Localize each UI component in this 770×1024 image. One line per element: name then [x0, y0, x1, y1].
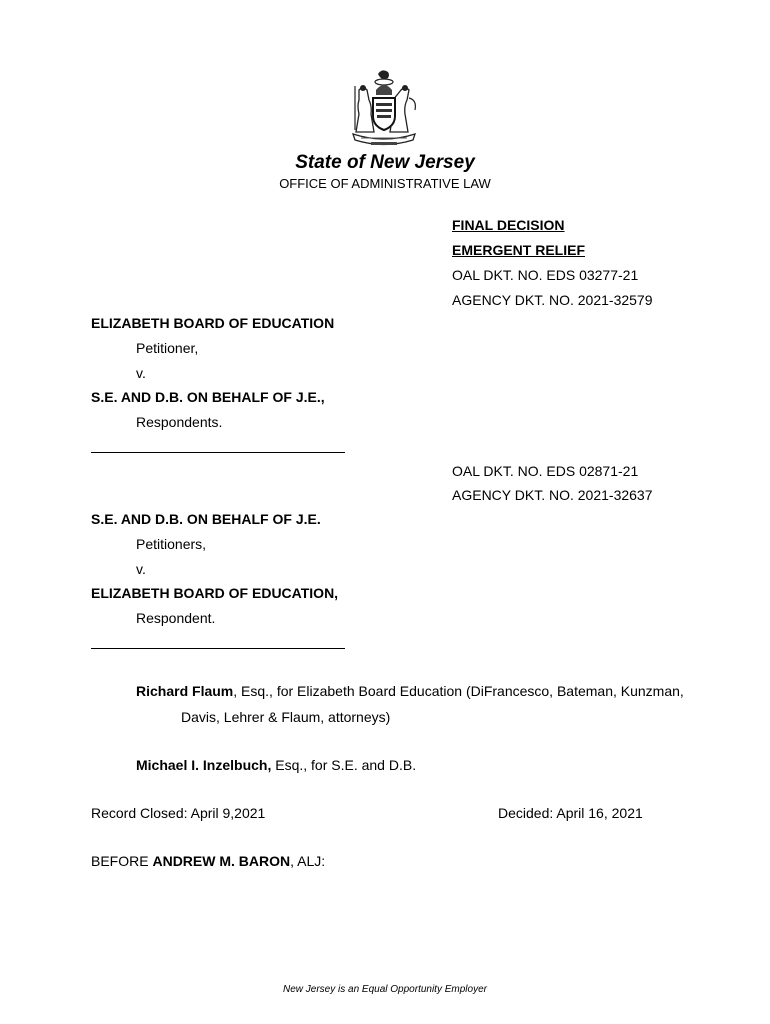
case1-versus: v. [136, 365, 146, 381]
case2-oal-docket: OAL DKT. NO. EDS 02871-21 [452, 463, 639, 479]
decided-date: Decided: April 16, 2021 [498, 805, 643, 821]
record-closed-date: Record Closed: April 9,2021 [91, 805, 266, 821]
before-line [91, 853, 325, 869]
case1-respondent-role: Respondents. [136, 414, 223, 430]
before-suffix: , ALJ: [290, 853, 326, 869]
footer-text: New Jersey is an Equal Opportunity Employer [283, 984, 487, 995]
case2-versus: v. [136, 561, 146, 577]
judge-name: ANDREW M. BARON [152, 853, 291, 869]
counsel2-name: Michael I. Inzelbuch, [136, 757, 272, 773]
state-title: State of New Jersey [295, 152, 475, 173]
divider-line [91, 452, 345, 453]
case1-respondent: S.E. AND D.B. ON BEHALF OF J.E., [91, 389, 325, 405]
case1-agency-docket: AGENCY DKT. NO. 2021-32579 [452, 292, 653, 308]
case2-respondent-role: Respondent. [136, 610, 216, 626]
counsel1-continuation: Davis, Lehrer & Flaum, attorneys) [181, 709, 391, 725]
emergent-relief-heading: EMERGENT RELIEF [452, 242, 586, 258]
case1-petitioner: ELIZABETH BOARD OF EDUCATION [91, 315, 335, 331]
final-decision-heading: FINAL DECISION [452, 217, 565, 233]
office-name: OFFICE OF ADMINISTRATIVE LAW [279, 176, 491, 191]
counsel1-text: , Esq., for Elizabeth Board Education (DiFrancesco, Bateman, Kunzman, [233, 683, 684, 699]
counsel2-line [136, 757, 416, 773]
counsel2-text: Esq., for S.E. and D.B. [271, 757, 417, 773]
case2-petitioner-role: Petitioners, [136, 536, 207, 552]
counsel1-name: Richard Flaum [136, 683, 234, 699]
before-prefix: BEFORE [91, 853, 153, 869]
state-seal-icon [345, 68, 423, 148]
divider-line [91, 648, 345, 649]
case2-petitioner: S.E. AND D.B. ON BEHALF OF J.E. [91, 511, 321, 527]
case2-respondent: ELIZABETH BOARD OF EDUCATION, [91, 585, 339, 601]
case1-petitioner-role: Petitioner, [136, 340, 199, 356]
counsel1-line [136, 683, 684, 699]
case2-agency-docket: AGENCY DKT. NO. 2021-32637 [452, 487, 653, 503]
case1-oal-docket: OAL DKT. NO. EDS 03277-21 [452, 267, 639, 283]
